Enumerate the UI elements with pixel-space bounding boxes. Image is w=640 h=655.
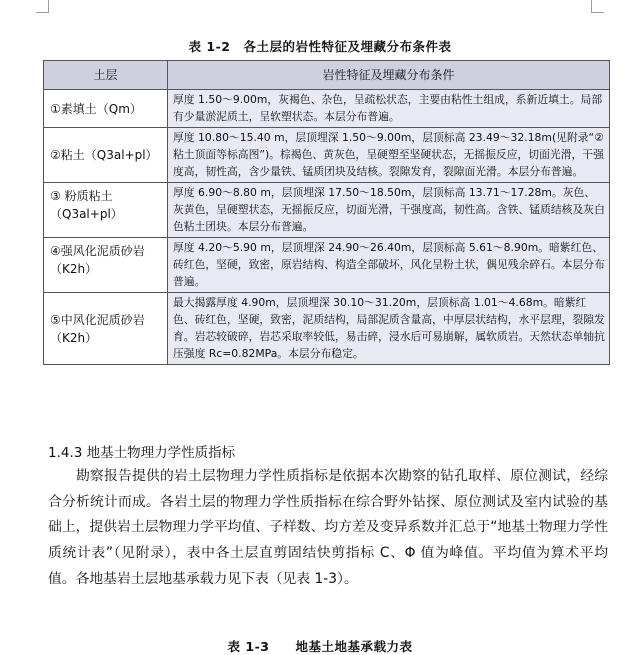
table-row <box>44 90 610 128</box>
table-header-row <box>44 61 610 90</box>
next-table-caption: 表 1-3 地基土地基承载力表 <box>227 639 413 654</box>
table-row <box>44 293 610 365</box>
layer-name: ②粘土（Q3al+pl） <box>44 128 168 183</box>
table-caption: 表 1-2 各土层的岩性特征及埋藏分布条件表 <box>188 39 452 54</box>
table-row <box>44 128 610 183</box>
layer-name: ⑤中风化泥质砂岩（K2h） <box>44 293 168 365</box>
layer-description: 最大揭露厚度 4.90m，层顶埋深 30.10～31.20m，层顶标高 1.01～4.68m。暗紫红色、砖红色，坚硬，致密，泥质结构，局部泥质含量高，中厚层状结构，水平层理，裂隙发育。岩芯较破碎，岩芯采取率较低，易击碎，浸水后可易崩解，属软质岩。天然状态单轴抗压强度 Rc=0.82MPa。本层分布稳定。 <box>168 293 610 365</box>
table-row <box>44 183 610 238</box>
table-row <box>44 238 610 293</box>
layer-name: ③ 粉质粘土（Q3al+pl） <box>44 183 168 238</box>
corner-mark-right <box>591 0 604 13</box>
body-text <box>48 464 608 593</box>
layer-description: 厚度 4.20～5.90 m，层顶埋深 24.90～26.40m，层顶标高 5.61～8.90m。暗紫红色、砖红色，坚硬，致密，原岩结构、构造全部破坏，风化呈粉土状，偶见残余碎石。本层分布普遍。 <box>168 238 610 293</box>
body-paragraph: 勘察报告提供的岩土层物理力学性质指标是依据本次勘察的钻孔取样、原位测试，经综合分析统计而成。各岩土层的物理力学性质指标在综合野外钻探、原位测试及室内试验的基础上，提供岩土层物理力学平均值、子样数、均方差及变异系数并汇总于“地基土物理力学性质统计表”（见附录），表中各土层直剪固结快剪指标 C、Φ 值为峰值。平均值为算术平均值。各地基岩土层地基承载力见下表（见表 1-3）。 <box>48 468 608 587</box>
section-heading: 1.4.3 地基土物理力学性质指标 <box>48 445 236 461</box>
layer-name: ①素填土（Qm） <box>44 90 168 128</box>
header-layer: 土层 <box>44 61 168 90</box>
header-description: 岩性特征及埋藏分布条件 <box>168 61 610 90</box>
layer-name: ④强风化泥质砂岩（K2h） <box>44 238 168 293</box>
corner-mark-left <box>36 0 49 13</box>
soil-layer-table <box>43 60 610 365</box>
layer-description: 厚度 1.50～9.00m，灰褐色、杂色，呈疏松状态，主要由粘性土组成，系新近填土。局部有少量淤泥质土，呈软塑状态。本层分布普遍。 <box>168 90 610 128</box>
layer-description: 厚度 10.80～15.40 m，层顶埋深 1.50～9.00m，层顶标高 23.49～32.18m(见附录“②粘土顶面等标高图”)。棕褐色、黄灰色，呈硬塑至坚硬状态，无摇振反应，切面光滑，干强度高，韧性高，含少量铁、锰质团块及结核。裂隙发育，裂隙面光滑。本层分布普遍。 <box>168 128 610 183</box>
layer-description: 厚度 6.90～8.80 m，层顶埋深 17.50～18.50m，层顶标高 13.71～17.28m。灰色、灰黄色，呈硬塑状态，无摇振反应，切面光滑，干强度高，韧性高。含铁、锰质结核及灰白色粘土团块。本层分布普遍。 <box>168 183 610 238</box>
